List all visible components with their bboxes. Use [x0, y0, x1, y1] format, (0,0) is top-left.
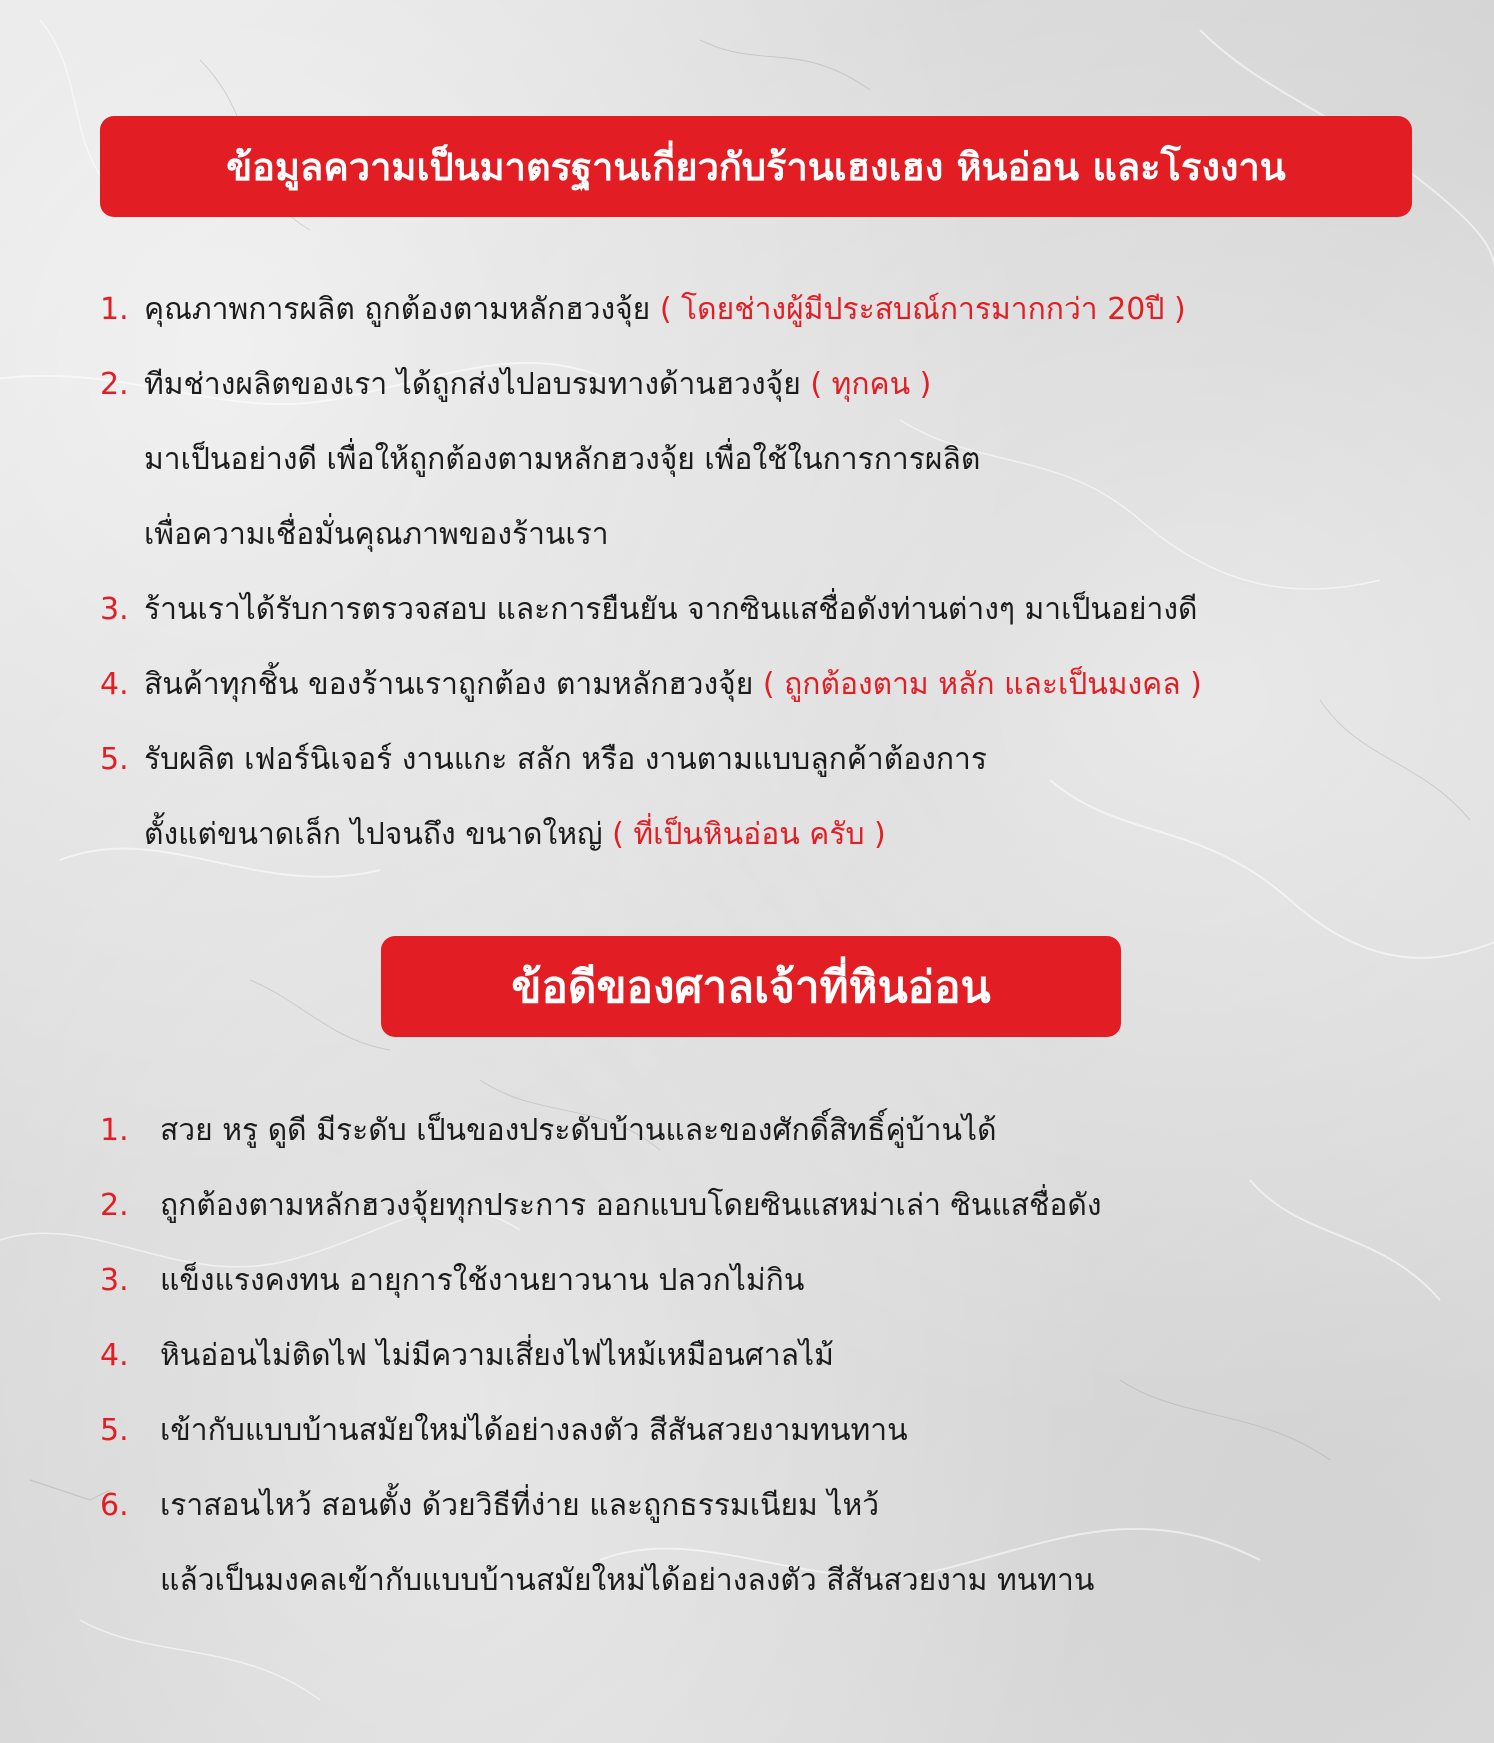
section-title-advantages: ข้อดีของศาลเจ้าที่หินอ่อน — [511, 961, 991, 1013]
item-text: ทีมช่างผลิตของเรา ได้ถูกส่งไปอบรมทางด้านฮวงจุ้ย — [144, 367, 801, 402]
item-text: ตั้งแต่ขนาดเล็ก ไปจนถึง ขนาดใหญ่ — [144, 817, 603, 852]
item-number: 4. — [100, 667, 129, 702]
item-line: มาเป็นอย่างดี เพื่อให้ถูกต้องตามหลักฮวงจุ้ย เพื่อใช้ในการการผลิต — [144, 442, 981, 477]
item-line: แข็งแรงคงทน อายุการใช้งานยาวนาน ปลวกไม่กิน — [160, 1263, 805, 1298]
item-line — [144, 272, 1440, 347]
item-line: ร้านเราได้รับการตรวจสอบ และการยืนยัน จากซินแสชื่อดังท่านต่างๆ มาเป็นอย่างดี — [144, 592, 1198, 627]
item-line — [144, 647, 1440, 722]
list-item — [100, 1243, 1440, 1318]
item-number: 3. — [100, 592, 129, 627]
list-item — [100, 347, 1440, 572]
list-item — [100, 1393, 1440, 1468]
item-highlight-text: ( ที่เป็นหินอ่อน ครับ ) — [612, 817, 886, 852]
item-number: 5. — [100, 1413, 129, 1448]
item-number: 6. — [100, 1488, 129, 1523]
item-line: สวย หรู ดูดี มีระดับ เป็นของประดับบ้านและของศักดิ์สิทธิ์คู่บ้านได้ — [160, 1113, 997, 1148]
item-highlight-text: ( ถูกต้องตาม หลัก และเป็นมงคล ) — [762, 667, 1202, 702]
standards-list — [100, 272, 1440, 872]
list-item — [100, 1168, 1440, 1243]
list-item — [100, 647, 1440, 722]
item-line: เข้ากับแบบบ้านสมัยใหม่ได้อย่างลงตัว สีสันสวยงามทนทาน — [160, 1413, 908, 1448]
item-number: 1. — [100, 1113, 129, 1148]
section-title-banner-standards — [100, 116, 1412, 217]
list-item — [100, 722, 1440, 872]
item-line: รับผลิต เฟอร์นิเจอร์ งานแกะ สลัก หรือ งานตามแบบลูกค้าต้องการ — [144, 742, 988, 777]
item-text: สินค้าทุกชิ้น ของร้านเราถูกต้อง ตามหลักฮวงจุ้ย — [144, 667, 754, 702]
item-line — [144, 347, 1440, 422]
item-line: เพื่อความเชื่อมั่นคุณภาพของร้านเรา — [144, 517, 609, 552]
item-line — [144, 797, 1440, 872]
item-highlight-text: ( โดยช่างผู้มีประสบณ์การมากกว่า 20ปี ) — [659, 292, 1186, 327]
list-item — [100, 1318, 1440, 1393]
item-highlight-text: ( ทุกคน ) — [810, 367, 932, 402]
list-item — [100, 272, 1440, 347]
section-title-standards: ข้อมูลความเป็นมาตรฐานเกี่ยวกับร้านเฮงเฮง หินอ่อน และโรงงาน — [226, 145, 1286, 189]
section-title-banner-advantages — [381, 936, 1121, 1037]
item-line: ถูกต้องตามหลักฮวงจุ้ยทุกประการ ออกแบบโดยซินแสหม่าเล่า ซินแสชื่อดัง — [160, 1188, 1102, 1223]
item-number: 2. — [100, 1188, 129, 1223]
item-line: หินอ่อนไม่ติดไฟ ไม่มีความเสี่ยงไฟไหม้เหมือนศาลไม้ — [160, 1338, 834, 1373]
advantages-list — [100, 1093, 1440, 1618]
item-line: เราสอนไหว้ สอนตั้ง ด้วยวิธีที่ง่าย และถูกธรรมเนียม ไหว้ — [160, 1488, 880, 1523]
item-text: คุณภาพการผลิต ถูกต้องตามหลักฮวงจุ้ย — [144, 292, 651, 327]
list-item — [100, 572, 1440, 647]
item-line: แล้วเป็นมงคลเข้ากับแบบบ้านสมัยใหม่ได้อย่างลงตัว สีสันสวยงาม ทนทาน — [160, 1563, 1095, 1598]
item-number: 5. — [100, 742, 129, 777]
item-number: 2. — [100, 367, 129, 402]
list-item — [100, 1468, 1440, 1618]
item-number: 4. — [100, 1338, 129, 1373]
item-number: 3. — [100, 1263, 129, 1298]
item-number: 1. — [100, 292, 129, 327]
list-item — [100, 1093, 1440, 1168]
